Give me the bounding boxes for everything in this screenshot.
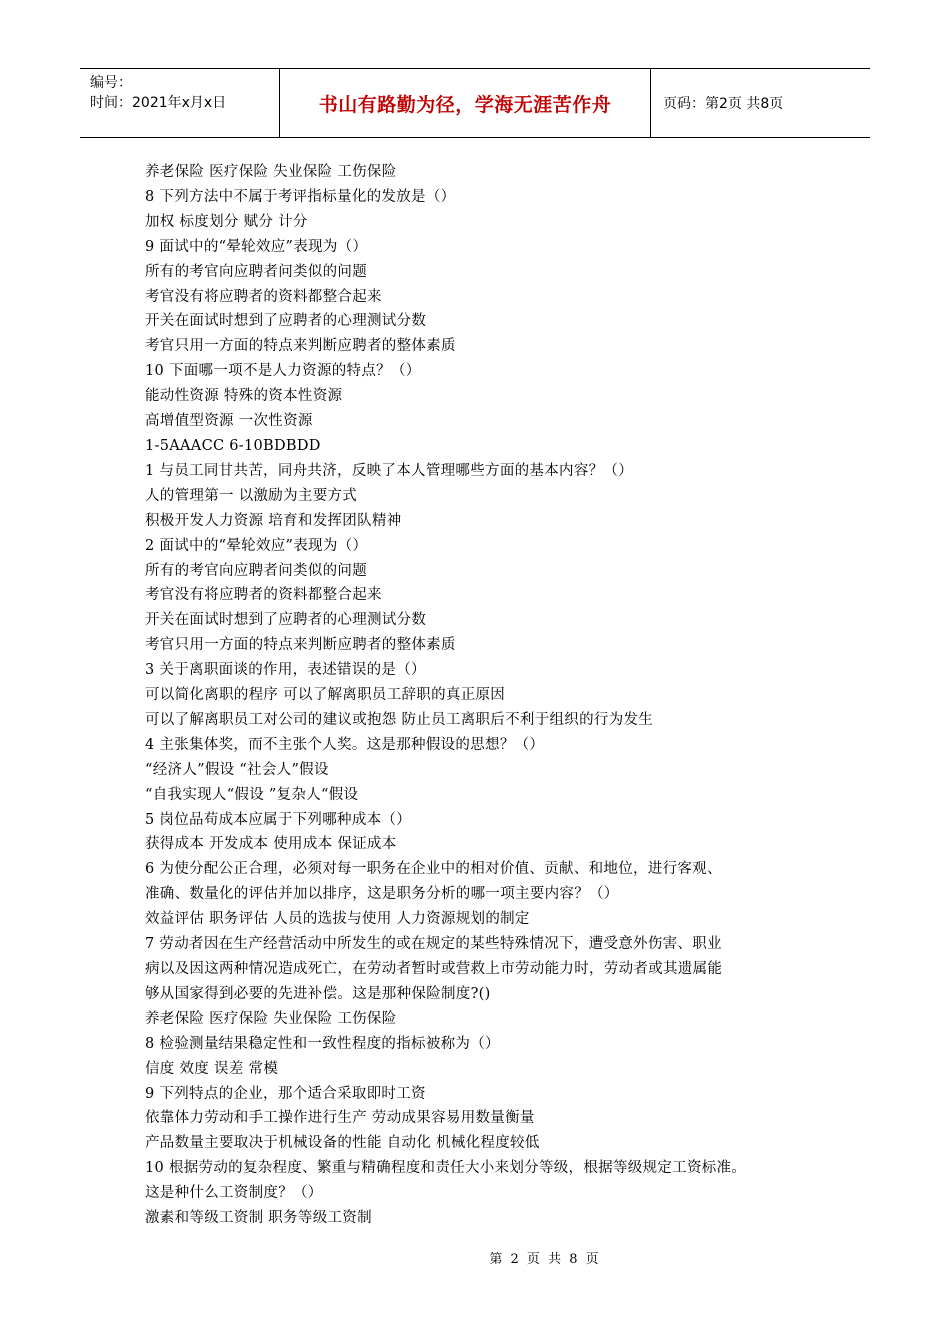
- text-line: 所有的考官向应聘者问类似的问题: [145, 263, 367, 280]
- text-line: “自我实现人“假设 ”复杂人“假设: [145, 786, 359, 803]
- text-line: 4 主张集体奖，而不主张个人奖。这是那种假设的思想？（）: [145, 736, 545, 753]
- text-line: 积极开发人力资源 培育和发挥团队精神: [145, 512, 402, 529]
- text-line: 养老保险 医疗保险 失业保险 工伤保险: [145, 1010, 397, 1027]
- text-line: 3 关于离职面谈的作用，表述错误的是（）: [145, 662, 426, 679]
- text-line: 9 下列特点的企业，那个适合采取即时工资: [145, 1085, 426, 1102]
- text-line: 激素和等级工资制 职务等级工资制: [145, 1210, 372, 1227]
- text-line: 考官没有将应聘者的资料都整合起来: [145, 587, 382, 604]
- text-line: 9 面试中的“晕轮效应”表现为（）: [145, 238, 368, 255]
- text-line: 人的管理第一 以激励为主要方式: [145, 487, 358, 504]
- text-line: 信度 效度 误差 常模: [145, 1060, 279, 1077]
- text-line: 获得成本 开发成本 使用成本 保证成本: [145, 836, 397, 853]
- document-body: [145, 160, 825, 1231]
- text-line: 准确、数量化的评估并加以排序，这是职务分析的哪一项主要内容？（）: [145, 886, 619, 903]
- page-header: [80, 68, 870, 138]
- text-line: 1 与员工同甘共苦，同舟共济，反映了本人管理哪些方面的基本内容？（）: [145, 462, 634, 479]
- document-number-label: 编号：: [90, 75, 132, 91]
- text-line: 考官只用一方面的特点来判断应聘者的整体素质: [145, 637, 456, 654]
- header-motto: 书山有路勤为径，学海无涯苦作舟: [280, 69, 651, 137]
- text-line: 效益评估 职务评估 人员的选拔与使用 人力资源规划的制定: [145, 911, 530, 928]
- header-meta: [80, 69, 280, 137]
- text-line: 病以及因这两种情况造成死亡，在劳动者暂时或营救上市劳动能力时，劳动者或其遗属能: [145, 961, 723, 977]
- text-line: 可以了解离职员工对公司的建议或抱怨 防止员工离职后不利于组织的行为发生: [145, 711, 654, 728]
- text-line: 产品数量主要取决于机械设备的性能 自动化 机械化程度较低: [145, 1135, 540, 1152]
- text-line: 开关在面试时想到了应聘者的心理测试分数: [145, 313, 427, 330]
- text-line: 所有的考官向应聘者问类似的问题: [145, 562, 367, 579]
- text-line: “经济人”假设 “社会人”假设: [145, 761, 329, 778]
- text-line: 开关在面试时想到了应聘者的心理测试分数: [145, 612, 427, 629]
- text-line: 养老保险 医疗保险 失业保险 工伤保险: [145, 164, 397, 180]
- header-page-info: 页码：第2页 共8页: [663, 96, 784, 112]
- text-line: 6 为使分配公正合理，必须对每一职务在企业中的相对价值、贡献、和地位，进行客观、: [145, 861, 722, 878]
- text-line: 考官只用一方面的特点来判断应聘者的整体素质: [145, 338, 456, 355]
- text-line: 加权 标度划分 赋分 计分: [145, 213, 308, 230]
- text-line: 高增值型资源 一次性资源: [145, 413, 313, 430]
- text-line: 1-5AAACC 6-10BDBDD: [145, 437, 321, 454]
- text-line: 依靠体力劳动和手工操作进行生产 劳动成果容易用数量衡量: [145, 1110, 535, 1127]
- page-footer: 第 2 页 共 8 页: [489, 1252, 601, 1267]
- text-line: 8 检验测量结果稳定性和一致性程度的指标被称为（）: [145, 1035, 500, 1052]
- text-line: 考官没有将应聘者的资料都整合起来: [145, 288, 382, 305]
- document-date-label: 时间：2021年x月x日: [90, 95, 227, 111]
- text-line: 够从国家得到必要的先进补偿。这是那种保险制度?(): [145, 985, 491, 1002]
- text-line: 能动性资源 特殊的资本性资源: [145, 388, 343, 405]
- text-line: 5 岗位品苟成本应属于下列哪种成本（）: [145, 811, 412, 828]
- text-line: 10 下面哪一项不是人力资源的特点？（）: [145, 363, 421, 380]
- text-line: 7 劳动者因在生产经营活动中所发生的或在规定的某些特殊情况下，遭受意外伤害、职业: [145, 936, 722, 953]
- text-line: 10 根据劳动的复杂程度、繁重与精确程度和责任大小来划分等级，根据等级规定工资标准。: [145, 1160, 747, 1177]
- text-line: 可以简化离职的程序 可以了解离职员工辞职的真正原因: [145, 687, 506, 704]
- text-line: 2 面试中的“晕轮效应”表现为（）: [145, 537, 368, 554]
- text-line: 这是种什么工资制度？（）: [145, 1185, 323, 1202]
- text-line: 8 下列方法中不属于考评指标量化的发放是（）: [145, 188, 456, 205]
